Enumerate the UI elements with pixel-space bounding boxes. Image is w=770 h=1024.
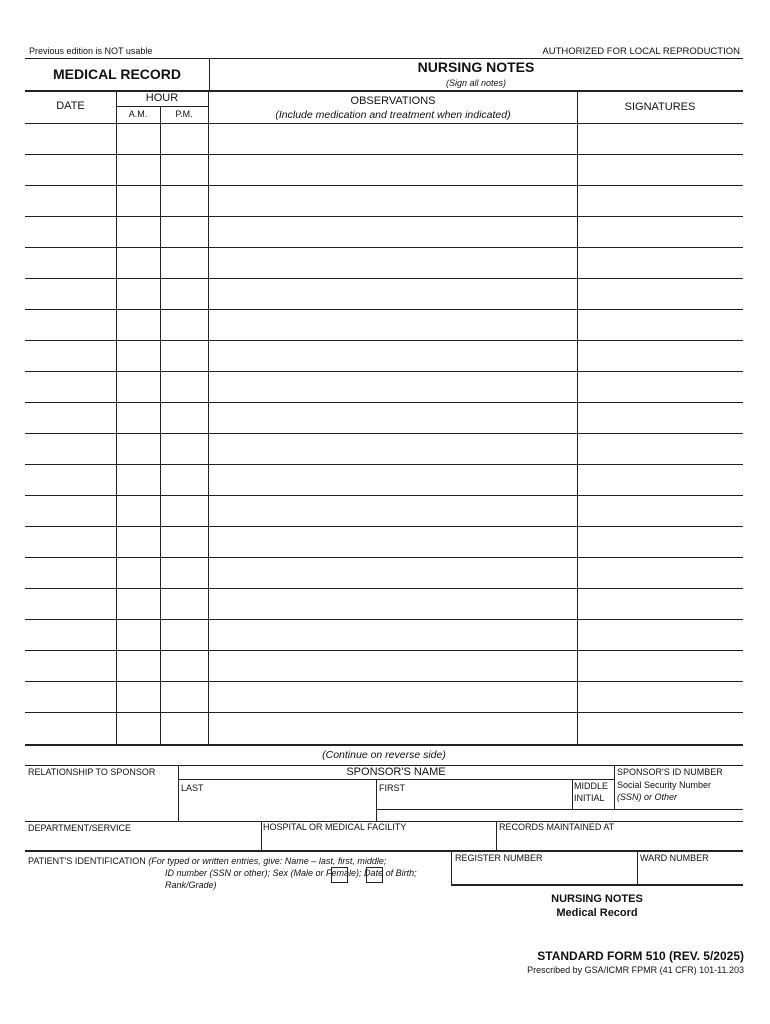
pm-cell[interactable] bbox=[160, 433, 208, 464]
sponsor-name-rule bbox=[178, 779, 614, 780]
date-cell[interactable] bbox=[25, 278, 116, 309]
signature-cell[interactable] bbox=[577, 123, 743, 154]
notes-row bbox=[25, 216, 743, 247]
am-cell[interactable] bbox=[116, 216, 160, 247]
sponsor-id-line2: (SSN) or Other bbox=[617, 792, 678, 802]
observations-note: (Include medication and treatment when indicated) bbox=[275, 109, 511, 121]
department-service-field[interactable]: DEPARTMENT/SERVICE bbox=[28, 823, 132, 833]
male-checkbox[interactable] bbox=[331, 867, 348, 883]
date-cell[interactable] bbox=[25, 433, 116, 464]
notes-row bbox=[25, 495, 743, 526]
signature-cell[interactable] bbox=[577, 154, 743, 185]
date-cell[interactable] bbox=[25, 371, 116, 402]
pm-cell[interactable] bbox=[160, 557, 208, 588]
signatures-column-header: SIGNATURES bbox=[624, 101, 696, 113]
notes-row bbox=[25, 557, 743, 588]
observations-cell[interactable] bbox=[208, 619, 577, 650]
sponsor-initial-label: INITIAL bbox=[574, 793, 605, 803]
signature-cell[interactable] bbox=[577, 650, 743, 681]
notes-row bbox=[25, 247, 743, 278]
department-divider bbox=[261, 821, 262, 851]
signature-cell[interactable] bbox=[577, 619, 743, 650]
patient-identification-line2: ID number (SSN or other); Sex (Male or Female); Date of Birth; bbox=[165, 868, 417, 878]
sponsor-id-divider bbox=[614, 765, 615, 809]
date-cell[interactable] bbox=[25, 123, 116, 154]
register-left-divider bbox=[451, 851, 452, 885]
notes-row bbox=[25, 402, 743, 433]
date-cell[interactable] bbox=[25, 619, 116, 650]
pm-cell[interactable] bbox=[160, 247, 208, 278]
am-column-header: A.M. bbox=[128, 109, 148, 119]
pm-cell[interactable] bbox=[160, 371, 208, 402]
observations-cell[interactable] bbox=[208, 278, 577, 309]
signature-cell[interactable] bbox=[577, 247, 743, 278]
notes-row bbox=[25, 464, 743, 495]
am-cell[interactable] bbox=[116, 278, 160, 309]
date-cell[interactable] bbox=[25, 712, 116, 743]
pm-cell[interactable] bbox=[160, 278, 208, 309]
signature-cell[interactable] bbox=[577, 495, 743, 526]
patient-identification-title: PATIENT'S IDENTIFICATION bbox=[28, 856, 146, 866]
first-middle-divider bbox=[572, 779, 573, 809]
am-cell[interactable] bbox=[116, 247, 160, 278]
am-cell[interactable] bbox=[116, 123, 160, 154]
last-first-divider bbox=[376, 779, 377, 821]
date-cell[interactable] bbox=[25, 650, 116, 681]
am-cell[interactable] bbox=[116, 309, 160, 340]
previous-edition-note: Previous edition is NOT usable bbox=[29, 46, 153, 56]
date-cell[interactable] bbox=[25, 402, 116, 433]
signature-cell[interactable] bbox=[577, 588, 743, 619]
observations-cell[interactable] bbox=[208, 185, 577, 216]
observations-cell[interactable] bbox=[208, 371, 577, 402]
date-cell[interactable] bbox=[25, 681, 116, 712]
notes-row bbox=[25, 340, 743, 371]
hour-subheader-rule bbox=[116, 106, 208, 107]
pm-cell[interactable] bbox=[160, 309, 208, 340]
observations-cell[interactable] bbox=[208, 650, 577, 681]
ward-number-field[interactable]: WARD NUMBER bbox=[640, 853, 709, 863]
sponsor-id-header[interactable]: SPONSOR'S ID NUMBER bbox=[617, 767, 723, 777]
notes-row bbox=[25, 278, 743, 309]
observations-column-header: OBSERVATIONS bbox=[350, 95, 436, 107]
records-maintained-field[interactable]: RECORDS MAINTAINED AT bbox=[499, 822, 615, 832]
notes-row bbox=[25, 154, 743, 185]
notes-row bbox=[25, 588, 743, 619]
hospital-divider bbox=[496, 821, 497, 851]
signature-cell[interactable] bbox=[577, 402, 743, 433]
relationship-to-sponsor-field[interactable]: RELATIONSHIP TO SPONSOR bbox=[28, 767, 156, 777]
sponsor-name-header: SPONSOR'S NAME bbox=[346, 766, 446, 778]
pm-cell[interactable] bbox=[160, 185, 208, 216]
sponsor-first-name-field[interactable]: FIRST bbox=[379, 783, 405, 793]
notes-row bbox=[25, 185, 743, 216]
observations-cell[interactable] bbox=[208, 402, 577, 433]
notes-row bbox=[25, 712, 743, 743]
signature-cell[interactable] bbox=[577, 712, 743, 743]
observations-cell[interactable] bbox=[208, 433, 577, 464]
am-cell[interactable] bbox=[116, 619, 160, 650]
female-checkbox[interactable] bbox=[366, 867, 383, 883]
observations-cell[interactable] bbox=[208, 154, 577, 185]
am-cell[interactable] bbox=[116, 154, 160, 185]
am-cell[interactable] bbox=[116, 681, 160, 712]
sponsor-id-bottom-rule bbox=[376, 809, 743, 810]
date-cell[interactable] bbox=[25, 216, 116, 247]
signature-cell[interactable] bbox=[577, 185, 743, 216]
patient-top-rule bbox=[25, 850, 743, 852]
sponsor-middle-label[interactable]: MIDDLE bbox=[574, 781, 609, 791]
am-cell[interactable] bbox=[116, 588, 160, 619]
ward-divider bbox=[637, 851, 638, 885]
observations-cell[interactable] bbox=[208, 247, 577, 278]
notes-row bbox=[25, 123, 743, 154]
register-number-field[interactable]: REGISTER NUMBER bbox=[455, 853, 543, 863]
footer-form-subtitle: Medical Record bbox=[556, 907, 638, 919]
pm-cell[interactable] bbox=[160, 650, 208, 681]
date-cell[interactable] bbox=[25, 340, 116, 371]
pm-cell[interactable] bbox=[160, 588, 208, 619]
observations-cell[interactable] bbox=[208, 588, 577, 619]
observations-cell[interactable] bbox=[208, 340, 577, 371]
signature-cell[interactable] bbox=[577, 681, 743, 712]
am-cell[interactable] bbox=[116, 402, 160, 433]
patient-identification-line1: (For typed or written entries, give: Name – last, first, middle; bbox=[148, 856, 387, 866]
am-cell[interactable] bbox=[116, 185, 160, 216]
medical-record-label: MEDICAL RECORD bbox=[52, 66, 182, 82]
observations-cell[interactable] bbox=[208, 309, 577, 340]
signature-cell[interactable] bbox=[577, 340, 743, 371]
date-cell[interactable] bbox=[25, 557, 116, 588]
hour-column-header: HOUR bbox=[145, 92, 179, 104]
date-cell[interactable] bbox=[25, 309, 116, 340]
pm-cell[interactable] bbox=[160, 712, 208, 743]
sponsor-last-name-field[interactable]: LAST bbox=[181, 783, 204, 793]
notes-row bbox=[25, 650, 743, 681]
pm-cell[interactable] bbox=[160, 619, 208, 650]
prescribed-by-note: Prescribed by GSA/ICMR FPMR (41 CFR) 101-11.203 bbox=[527, 965, 744, 975]
date-cell[interactable] bbox=[25, 464, 116, 495]
pm-column-header: P.M. bbox=[175, 109, 193, 119]
hospital-facility-field[interactable]: HOSPITAL OR MEDICAL FACILITY bbox=[263, 822, 407, 832]
observations-cell[interactable] bbox=[208, 464, 577, 495]
authorized-reproduction-note: AUTHORIZED FOR LOCAL REPRODUCTION bbox=[542, 46, 740, 57]
form-title: NURSING NOTES bbox=[417, 59, 535, 75]
pm-cell[interactable] bbox=[160, 154, 208, 185]
observations-cell[interactable] bbox=[208, 495, 577, 526]
notes-row bbox=[25, 681, 743, 712]
date-column-header: DATE bbox=[56, 100, 85, 112]
date-cell[interactable] bbox=[25, 154, 116, 185]
signature-cell[interactable] bbox=[577, 464, 743, 495]
date-cell[interactable] bbox=[25, 495, 116, 526]
observations-cell[interactable] bbox=[208, 712, 577, 743]
form-subtitle: (Sign all notes) bbox=[445, 78, 507, 88]
pm-cell[interactable] bbox=[160, 402, 208, 433]
observations-cell[interactable] bbox=[208, 216, 577, 247]
notes-row bbox=[25, 309, 743, 340]
am-cell[interactable] bbox=[116, 650, 160, 681]
observations-cell[interactable] bbox=[208, 681, 577, 712]
observations-cell[interactable] bbox=[208, 526, 577, 557]
grid-bottom-rule bbox=[25, 744, 743, 746]
continue-note: (Continue on reverse side) bbox=[322, 749, 446, 761]
register-bottom-rule bbox=[451, 884, 743, 886]
signature-cell[interactable] bbox=[577, 371, 743, 402]
am-cell[interactable] bbox=[116, 712, 160, 743]
footer-form-title: NURSING NOTES bbox=[551, 893, 643, 905]
signature-cell[interactable] bbox=[577, 216, 743, 247]
signature-cell[interactable] bbox=[577, 278, 743, 309]
signature-cell[interactable] bbox=[577, 526, 743, 557]
am-cell[interactable] bbox=[116, 340, 160, 371]
am-cell[interactable] bbox=[116, 371, 160, 402]
date-cell[interactable] bbox=[25, 185, 116, 216]
am-cell[interactable] bbox=[116, 526, 160, 557]
observations-cell[interactable] bbox=[208, 123, 577, 154]
notes-row bbox=[25, 371, 743, 402]
am-cell[interactable] bbox=[116, 464, 160, 495]
am-cell[interactable] bbox=[116, 433, 160, 464]
pm-cell[interactable] bbox=[160, 526, 208, 557]
signature-cell[interactable] bbox=[577, 433, 743, 464]
am-cell[interactable] bbox=[116, 495, 160, 526]
signature-cell[interactable] bbox=[577, 309, 743, 340]
am-cell[interactable] bbox=[116, 557, 160, 588]
patient-identification-label bbox=[28, 856, 386, 866]
pm-cell[interactable] bbox=[160, 216, 208, 247]
pm-cell[interactable] bbox=[160, 464, 208, 495]
pm-cell[interactable] bbox=[160, 495, 208, 526]
sponsor-id-line1: Social Security Number bbox=[617, 780, 712, 790]
signature-cell[interactable] bbox=[577, 557, 743, 588]
standard-form-number: STANDARD FORM 510 (REV. 5/2025) bbox=[537, 949, 744, 963]
notes-row bbox=[25, 619, 743, 650]
pm-cell[interactable] bbox=[160, 340, 208, 371]
date-cell[interactable] bbox=[25, 247, 116, 278]
notes-row bbox=[25, 433, 743, 464]
date-cell[interactable] bbox=[25, 588, 116, 619]
date-cell[interactable] bbox=[25, 526, 116, 557]
notes-row bbox=[25, 526, 743, 557]
pm-cell[interactable] bbox=[160, 681, 208, 712]
observations-cell[interactable] bbox=[208, 557, 577, 588]
pm-cell[interactable] bbox=[160, 123, 208, 154]
patient-identification-line3: Rank/Grade) bbox=[165, 880, 217, 890]
